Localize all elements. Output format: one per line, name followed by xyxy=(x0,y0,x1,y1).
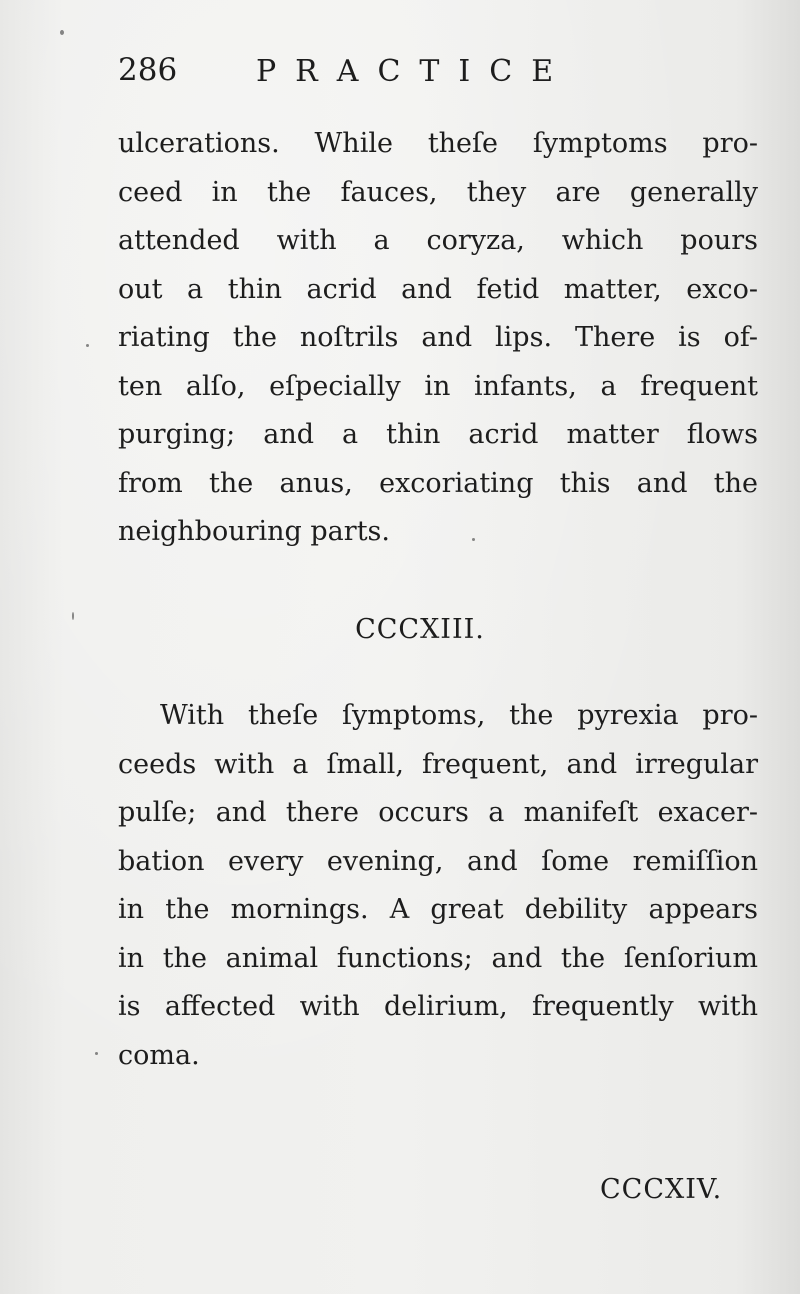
paper-speck xyxy=(72,612,74,620)
text-line: ceeds with a ſmall, frequent, and irregular xyxy=(118,748,758,780)
text-line: With theſe ſymptoms, the pyrexia pro- xyxy=(160,700,758,731)
running-head: PRACTICE xyxy=(256,54,573,89)
text-line: in the animal functions; and the ſenſorium xyxy=(118,942,758,974)
text-line: in the mornings. A great debility appears xyxy=(118,894,758,925)
page-header xyxy=(118,52,758,96)
text-line: coma. xyxy=(118,1039,200,1071)
section-heading: CCCXIII. xyxy=(355,614,485,645)
text-line: pulſe; and there occurs a manifeſt exacer- xyxy=(118,797,758,828)
text-line: bation every evening, and ſome remiſſion xyxy=(118,845,758,877)
text-line: attended with a coryza, which pours xyxy=(118,225,758,256)
page-number: 286 xyxy=(118,52,178,88)
paragraph-2 xyxy=(118,692,758,1080)
text-line: purging; and a thin acrid matter flows xyxy=(118,419,758,450)
text-line: riating the noſtrils and lips. There is of- xyxy=(118,322,758,353)
text-line: ten alſo, eſpecially in infants, a frequent xyxy=(118,370,758,402)
paper-speck xyxy=(472,538,475,541)
text-line: ceed in the fauces, they are generally xyxy=(118,176,758,208)
paper-speck xyxy=(95,1052,98,1055)
text-line: out a thin acrid and fetid matter, exco- xyxy=(118,273,758,305)
catchword: CCCXIV. xyxy=(600,1174,723,1205)
paper-speck xyxy=(86,344,89,347)
show-through-shading xyxy=(100,565,760,605)
text-line: is affected with delirium, frequently with xyxy=(118,991,758,1022)
text-line: ulcerations. While theſe ſymptoms pro- xyxy=(118,128,758,159)
text-line: neighbouring parts. xyxy=(118,516,390,547)
paragraph-1 xyxy=(118,120,758,557)
text-line: from the anus, excoriating this and the xyxy=(118,467,758,499)
paper-speck xyxy=(60,30,64,35)
